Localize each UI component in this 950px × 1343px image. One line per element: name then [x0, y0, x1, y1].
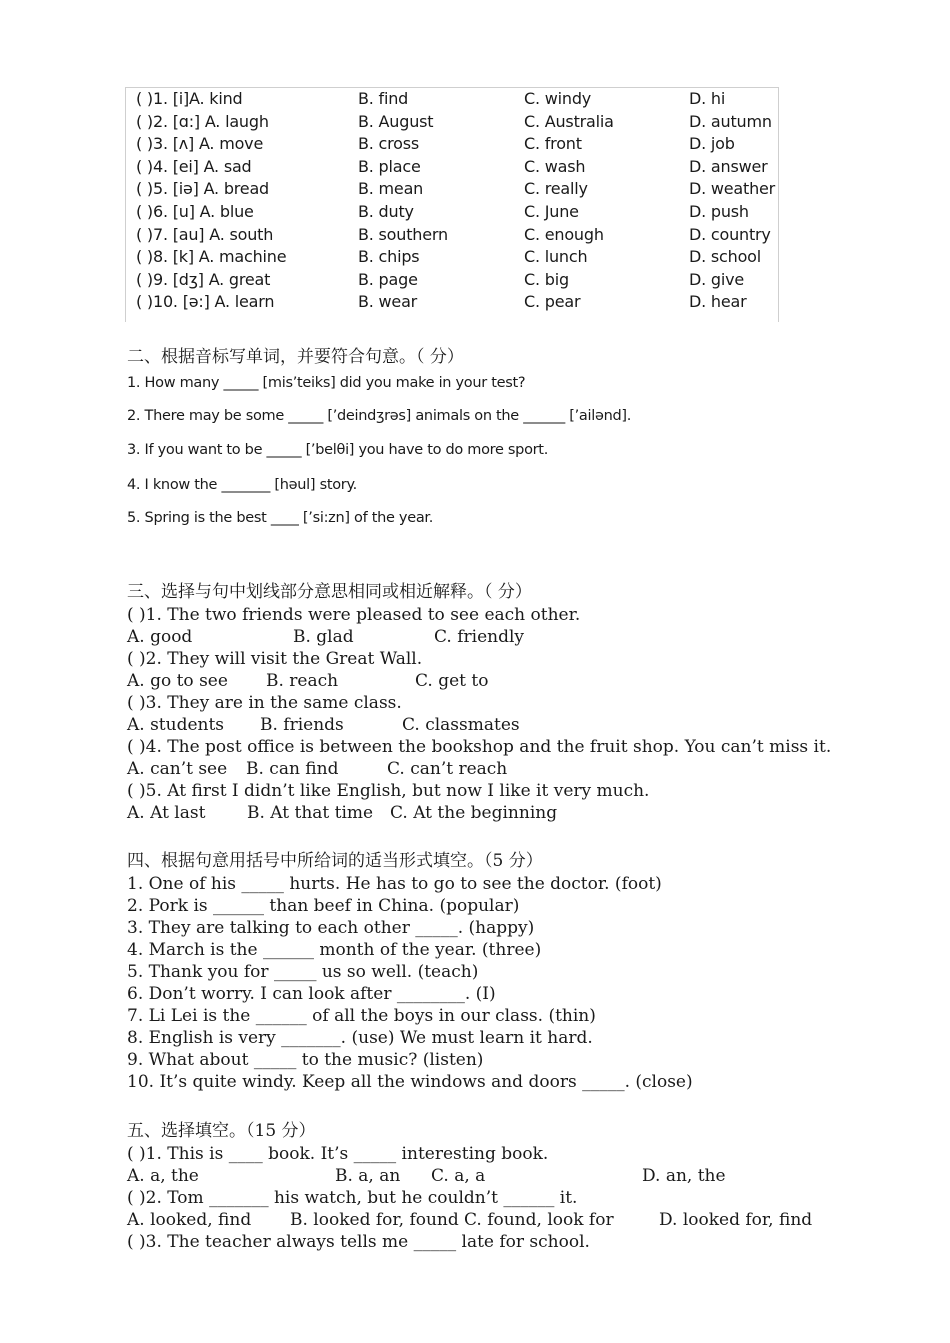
phonetics-stem: ( )7. [au] A. south — [136, 224, 274, 244]
phonetics-option-c: C. pear — [524, 292, 581, 312]
option-b: B. can find — [246, 759, 339, 779]
section-3-question: ( )5. At first I didn’t like English, but now I like it very much. — [127, 781, 650, 801]
option-c: C. At the beginning — [390, 803, 558, 823]
section-4 — [127, 849, 827, 1093]
phonetics-row-6 — [126, 201, 778, 224]
phonetics-option-d: D. weather — [689, 179, 776, 199]
section-4-item: 1. One of his _____ hurts. He has to go to see the doctor. (foot) — [127, 874, 662, 894]
phonetics-option-c: C. front — [524, 134, 582, 154]
option-d: D. an, the — [642, 1166, 726, 1186]
phonetics-option-b: B. find — [358, 89, 409, 108]
section-2 — [127, 344, 827, 528]
phonetics-option-b: B. wear — [358, 292, 418, 312]
section-5-question: ( )1. This is ____ book. It’s _____ interesting book. — [127, 1144, 549, 1164]
section-4-item: 10. It’s quite windy. Keep all the windows and doors _____. (close) — [127, 1072, 693, 1092]
option-b: B. friends — [260, 715, 344, 735]
phonetics-stem: ( )10. [ə:] A. learn — [136, 292, 275, 312]
option-b: B. glad — [293, 627, 354, 647]
section-2-item: 4. I know the _______ [həul] story. — [127, 477, 357, 493]
option-c: C. classmates — [402, 715, 520, 735]
phonetics-option-b: B. cross — [358, 134, 420, 154]
phonetics-option-d: D. give — [689, 269, 745, 289]
phonetics-stem: ( )3. [ʌ] A. move — [136, 134, 264, 154]
phonetics-stem: ( )1. [i]A. kind — [136, 89, 243, 108]
section-5-question: ( )3. The teacher always tells me _____ late for school. — [127, 1232, 590, 1252]
option-a: A. go to see — [127, 671, 228, 691]
section-4-item: 9. What about _____ to the music? (listen) — [127, 1050, 484, 1070]
phonetics-option-d: D. answer — [689, 156, 768, 176]
phonetics-option-b: B. mean — [358, 179, 424, 199]
section-3-question: ( )2. They will visit the Great Wall. — [127, 649, 423, 669]
section-3-options — [127, 626, 827, 648]
phonetics-option-b: B. August — [358, 111, 434, 131]
option-a: A. a, the — [127, 1166, 199, 1186]
option-a: A. looked, find — [127, 1210, 252, 1230]
section-4-item: 8. English is very _______. (use) We must learn it hard. — [127, 1028, 593, 1048]
option-c: C. a, a — [431, 1166, 486, 1186]
phonetics-row-5 — [126, 178, 778, 201]
option-a: A. good — [127, 627, 193, 647]
section-3-options — [127, 670, 827, 692]
option-a: A. students — [127, 715, 225, 735]
phonetics-row-10 — [126, 291, 778, 314]
option-a: A. At last — [127, 803, 206, 823]
phonetics-row-1 — [126, 88, 778, 111]
phonetics-option-b: B. page — [358, 269, 418, 289]
phonetics-row-7 — [126, 224, 778, 247]
phonetics-option-b: B. duty — [358, 201, 414, 221]
phonetics-stem: ( )4. [ei] A. sad — [136, 156, 252, 176]
section-5-heading: 五、选择填空。（15 分） — [127, 1121, 316, 1141]
phonetics-option-d: D. autumn — [689, 111, 772, 131]
section-3 — [127, 580, 832, 824]
phonetics-stem: ( )6. [u] A. blue — [136, 201, 254, 221]
section-3-question: ( )3. They are in the same class. — [127, 693, 402, 713]
section-4-heading: 四、根据句意用括号中所给词的适当形式填空。（5 分） — [127, 851, 543, 871]
phonetics-table — [125, 87, 779, 322]
phonetics-stem: ( )8. [k] A. machine — [136, 247, 287, 267]
section-3-question: ( )4. The post office is between the bookshop and the fruit shop. You can’t miss it. — [127, 737, 832, 757]
section-4-item: 2. Pork is ______ than beef in China. (popular) — [127, 896, 520, 916]
option-b: B. reach — [266, 671, 339, 691]
option-b: B. At that time — [247, 803, 374, 823]
phonetics-option-d: D. country — [689, 224, 771, 244]
section-4-item: 4. March is the ______ month of the year. (three) — [127, 940, 542, 960]
phonetics-option-b: B. chips — [358, 247, 420, 267]
section-3-options — [127, 714, 827, 736]
phonetics-option-c: C. June — [524, 201, 579, 221]
phonetics-row-2 — [126, 111, 778, 134]
section-4-item: 6. Don’t worry. I can look after ________. (I) — [127, 984, 496, 1004]
option-a: A. can’t see — [127, 759, 228, 779]
section-2-item: 2. There may be some _____ [’deindʒrəs] animals on the ______ [’ailənd]. — [127, 408, 632, 424]
phonetics-option-d: D. school — [689, 247, 761, 267]
section-3-question: ( )1. The two friends were pleased to see each other. — [127, 605, 581, 625]
section-2-item: 3. If you want to be _____ [’belθi] you have to do more sport. — [127, 442, 549, 458]
phonetics-option-d: D. push — [689, 201, 749, 221]
phonetics-row-4 — [126, 156, 778, 179]
option-b: B. a, an — [335, 1166, 401, 1186]
phonetics-option-c: C. wash — [524, 156, 586, 176]
option-d: D. looked for, find — [659, 1210, 813, 1230]
phonetics-option-d: D. hear — [689, 292, 747, 312]
phonetics-option-c: C. Australia — [524, 111, 614, 131]
phonetics-option-c: C. big — [524, 269, 569, 289]
section-3-options — [127, 758, 827, 780]
phonetics-option-b: B. place — [358, 156, 421, 176]
section-2-item: 1. How many _____ [mis’teiks] did you make in your test? — [127, 375, 526, 391]
phonetics-row-9 — [126, 269, 778, 292]
section-4-item: 3. They are talking to each other _____. (happy) — [127, 918, 535, 938]
section-2-heading: 二、根据音标写单词，并要符合句意。（ 分） — [127, 347, 464, 367]
phonetics-option-d: D. hi — [689, 89, 726, 108]
option-c: C. found, look for — [464, 1210, 614, 1230]
phonetics-option-c: C. enough — [524, 224, 604, 244]
phonetics-stem: ( )9. [dʒ] A. great — [136, 269, 271, 289]
phonetics-stem: ( )2. [ɑ:] A. laugh — [136, 111, 269, 131]
option-c: C. friendly — [434, 627, 524, 647]
phonetics-row-8 — [126, 246, 778, 269]
section-5 — [127, 1119, 907, 1253]
section-5-options — [127, 1165, 907, 1187]
phonetics-option-b: B. southern — [358, 224, 448, 244]
option-c: C. can’t reach — [387, 759, 508, 779]
section-4-item: 7. Li Lei is the ______ of all the boys in our class. (thin) — [127, 1006, 596, 1026]
section-4-item: 5. Thank you for _____ us so well. (teach) — [127, 962, 479, 982]
option-b: B. looked for, found — [290, 1210, 459, 1230]
section-3-heading: 三、选择与句中划线部分意思相同或相近解释。（ 分） — [127, 582, 532, 602]
phonetics-option-c: C. really — [524, 179, 588, 199]
section-5-question: ( )2. Tom _______ his watch, but he couldn’t ______ it. — [127, 1188, 578, 1208]
phonetics-stem: ( )5. [iə] A. bread — [136, 179, 270, 199]
option-c: C. get to — [415, 671, 489, 691]
phonetics-option-d: D. job — [689, 134, 735, 154]
section-2-item: 5. Spring is the best ____ [’si:zn] of the year. — [127, 510, 434, 526]
phonetics-row-3 — [126, 133, 778, 156]
section-3-options — [127, 802, 827, 824]
phonetics-option-c: C. lunch — [524, 247, 588, 267]
section-5-options — [127, 1209, 907, 1231]
phonetics-option-c: C. windy — [524, 89, 592, 108]
